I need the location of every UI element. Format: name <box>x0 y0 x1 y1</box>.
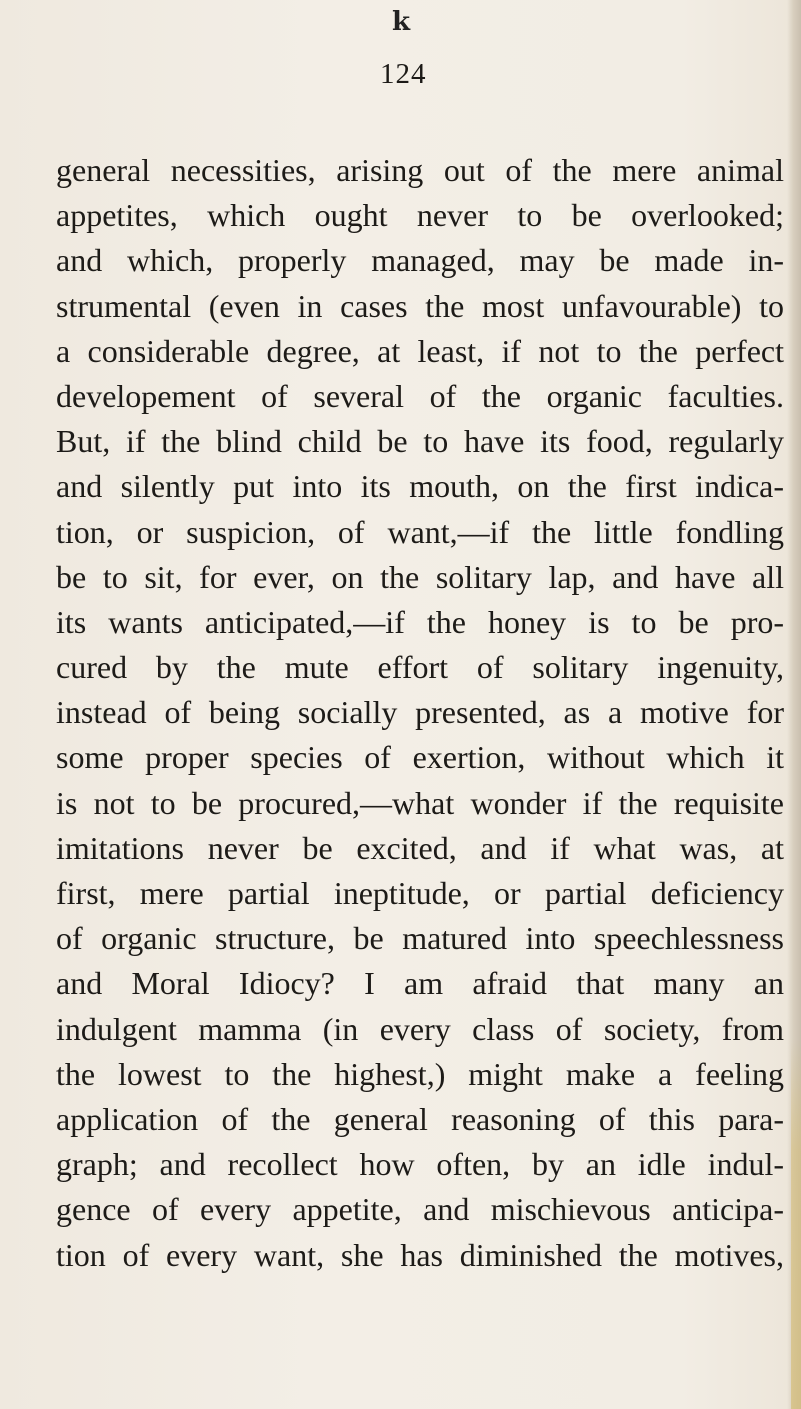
text-line: and Moral Idiocy? I am afraid that many an <box>56 965 784 1002</box>
page-number: 124 <box>380 58 427 90</box>
text-line: and silently put into its mouth, on the first indica- <box>56 468 784 505</box>
text-line: imitations never be excited, and if what was, at <box>56 829 784 866</box>
body-text <box>56 148 784 1278</box>
text-line: is not to be procured,—what wonder if the requisite <box>56 784 784 821</box>
text-line: application of the general reasoning of this para- <box>56 1100 784 1137</box>
text-line: But, if the blind child be to have its food, regularly <box>56 423 784 460</box>
page-edge-stain <box>791 1040 801 1409</box>
text-line: its wants anticipated,—if the honey is to be pro- <box>56 603 784 640</box>
text-line: indulgent mamma (in every class of society, from <box>56 1010 784 1047</box>
text-line: tion of every want, she has diminished the motives, <box>56 1236 784 1273</box>
text-line: a considerable degree, at least, if not to the perfect <box>56 332 784 369</box>
text-line: instead of being socially presented, as a motive for <box>56 694 784 731</box>
text-line: some proper species of exertion, without which it <box>56 739 784 776</box>
text-line: cured by the mute effort of solitary ingenuity, <box>56 649 784 686</box>
text-line: and which, properly managed, may be made in- <box>56 242 784 279</box>
text-line: graph; and recollect how often, by an idle indul- <box>56 1146 784 1183</box>
text-line: appetites, which ought never to be overlooked; <box>56 197 784 234</box>
text-line: gence of every appetite, and mischievous anticipa- <box>56 1191 784 1228</box>
text-line: general necessities, arising out of the mere animal <box>56 152 784 188</box>
text-line: strumental (even in cases the most unfavourable) to <box>56 287 784 324</box>
text-line: be to sit, for ever, on the solitary lap, and have all <box>56 558 784 595</box>
library-mark: k <box>391 7 410 37</box>
text-line: tion, or suspicion, of want,—if the little fondling <box>56 513 784 550</box>
text-line: of organic structure, be matured into speechlessness <box>56 920 784 957</box>
text-line: the lowest to the highest,) might make a feeling <box>56 1055 784 1092</box>
text-line: first, mere partial ineptitude, or partial deficiency <box>56 875 784 911</box>
text-line: developement of several of the organic faculties. <box>56 377 784 414</box>
